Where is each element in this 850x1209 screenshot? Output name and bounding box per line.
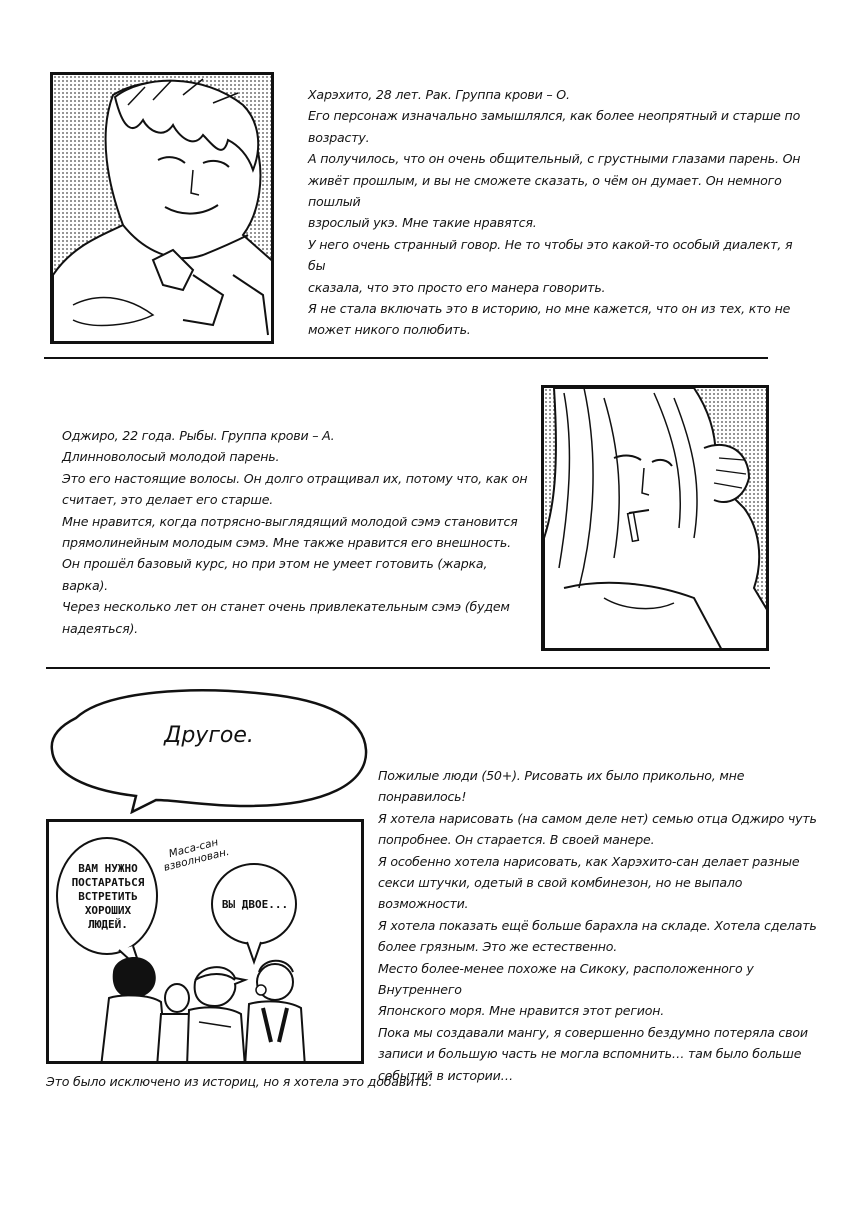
- text-line: Оджиро, 22 года. Рыбы. Группа крови – А.: [62, 428, 335, 443]
- text-line: Я хотела показать ещё больше барахла на складе. Хотела сделать: [378, 917, 817, 933]
- text-line: Харэхито, 28 лет. Рак. Группа крови – О.: [308, 87, 570, 102]
- text-line: событий в истории…: [378, 1067, 513, 1083]
- text-line: считает, это делает его старше.: [62, 492, 274, 508]
- section-divider: [46, 667, 770, 669]
- text-line: А получилось, что он очень общительный, с грустными глазами парень. Он: [308, 151, 801, 167]
- other-title-cloud: [46, 688, 372, 814]
- text-line: более грязным. Это же естественно.: [378, 939, 618, 955]
- text-line: сказала, что это просто его манера говорить.: [308, 279, 606, 295]
- other-description: [378, 765, 818, 1086]
- text-line: возрасту.: [308, 129, 370, 145]
- comic-side-note: Маса-сан взволнован.: [162, 836, 231, 874]
- text-line: Длинноволосый молодой парень.: [62, 449, 280, 465]
- text-line: Он прошёл базовый курс, но при этом не умеет готовить (жарка, варка).: [62, 556, 488, 593]
- text-line: попробнее. Он старается. В своей манере.: [378, 832, 655, 848]
- text-line: Пока мы создавали мангу, я совершенно бездумно потеряла свои: [378, 1024, 808, 1040]
- text-line: взрослый укэ. Мне такие нравятся.: [308, 215, 537, 231]
- odjiro-drawing: [544, 388, 769, 651]
- text-line: Я хотела нарисовать (на самом деле нет) семью отца Оджиро чуть: [378, 810, 817, 826]
- text-line: Пожилые люди (50+). Рисовать их было прикольно, мне понравилось!: [378, 768, 745, 805]
- elderly-comic-panel: [46, 819, 364, 1064]
- text-line: Его персонаж изначально замышлялся, как более неопрятный и старше по: [308, 108, 801, 124]
- text-line: Это его настоящие волосы. Он долго отращивал их, потому что, как он: [62, 470, 528, 486]
- text-line: прямолинейным молодым сэмэ. Мне также нравится его внешность.: [62, 535, 511, 551]
- text-line: Я не стала включать это в историю, но мне кажется, что он из тех, кто не: [308, 301, 791, 317]
- section-divider: [44, 357, 768, 359]
- odjiro-illustration-panel: [541, 385, 769, 651]
- speech-cloud-shape: [46, 688, 372, 814]
- other-title: Другое.: [164, 723, 254, 748]
- odjiro-description: [62, 425, 532, 639]
- text-line: живёт прошлым, и вы не сможете сказать, о чём он думает. Он немного пошлый: [308, 172, 782, 210]
- comic-caption: Это было исключено из историц, но я хотела это добавить.: [46, 1074, 433, 1089]
- text-line: надеяться).: [62, 620, 138, 636]
- comic-bubble-left: ВАМ НУЖНО ПОСТАРАТЬСЯ ВСТРЕТИТЬ ХОРОШИХ ЛЮДЕЙ.: [71, 862, 145, 931]
- harehito-drawing: [53, 75, 274, 344]
- text-line: секси штучки, одетый в свой комбинезон, но не выпало возможности.: [378, 875, 743, 912]
- text-line: записи и большую часть не могла вспомнить… там было больше: [378, 1046, 802, 1062]
- text-line: Мне нравится, когда потрясно-выглядящий молодой сэмэ становится: [62, 513, 518, 529]
- text-line: может никого полюбить.: [308, 322, 471, 338]
- comic-bubble-right: ВЫ ДВОЕ...: [221, 898, 289, 911]
- text-line: Через несколько лет он станет очень привлекательным сэмэ (будем: [62, 599, 510, 615]
- harehito-illustration-panel: [50, 72, 274, 344]
- text-line: Я особенно хотела нарисовать, как Харэхито-сан делает разные: [378, 853, 800, 869]
- text-line: Место более-менее похоже на Сикоку, расположенного у Внутреннего: [378, 960, 754, 998]
- harehito-description: [308, 84, 808, 341]
- text-line: Японского моря. Мне нравится этот регион.: [378, 1003, 665, 1019]
- text-line: У него очень странный говор. Не то чтобы это какой-то особый диалект, я бы: [308, 236, 793, 274]
